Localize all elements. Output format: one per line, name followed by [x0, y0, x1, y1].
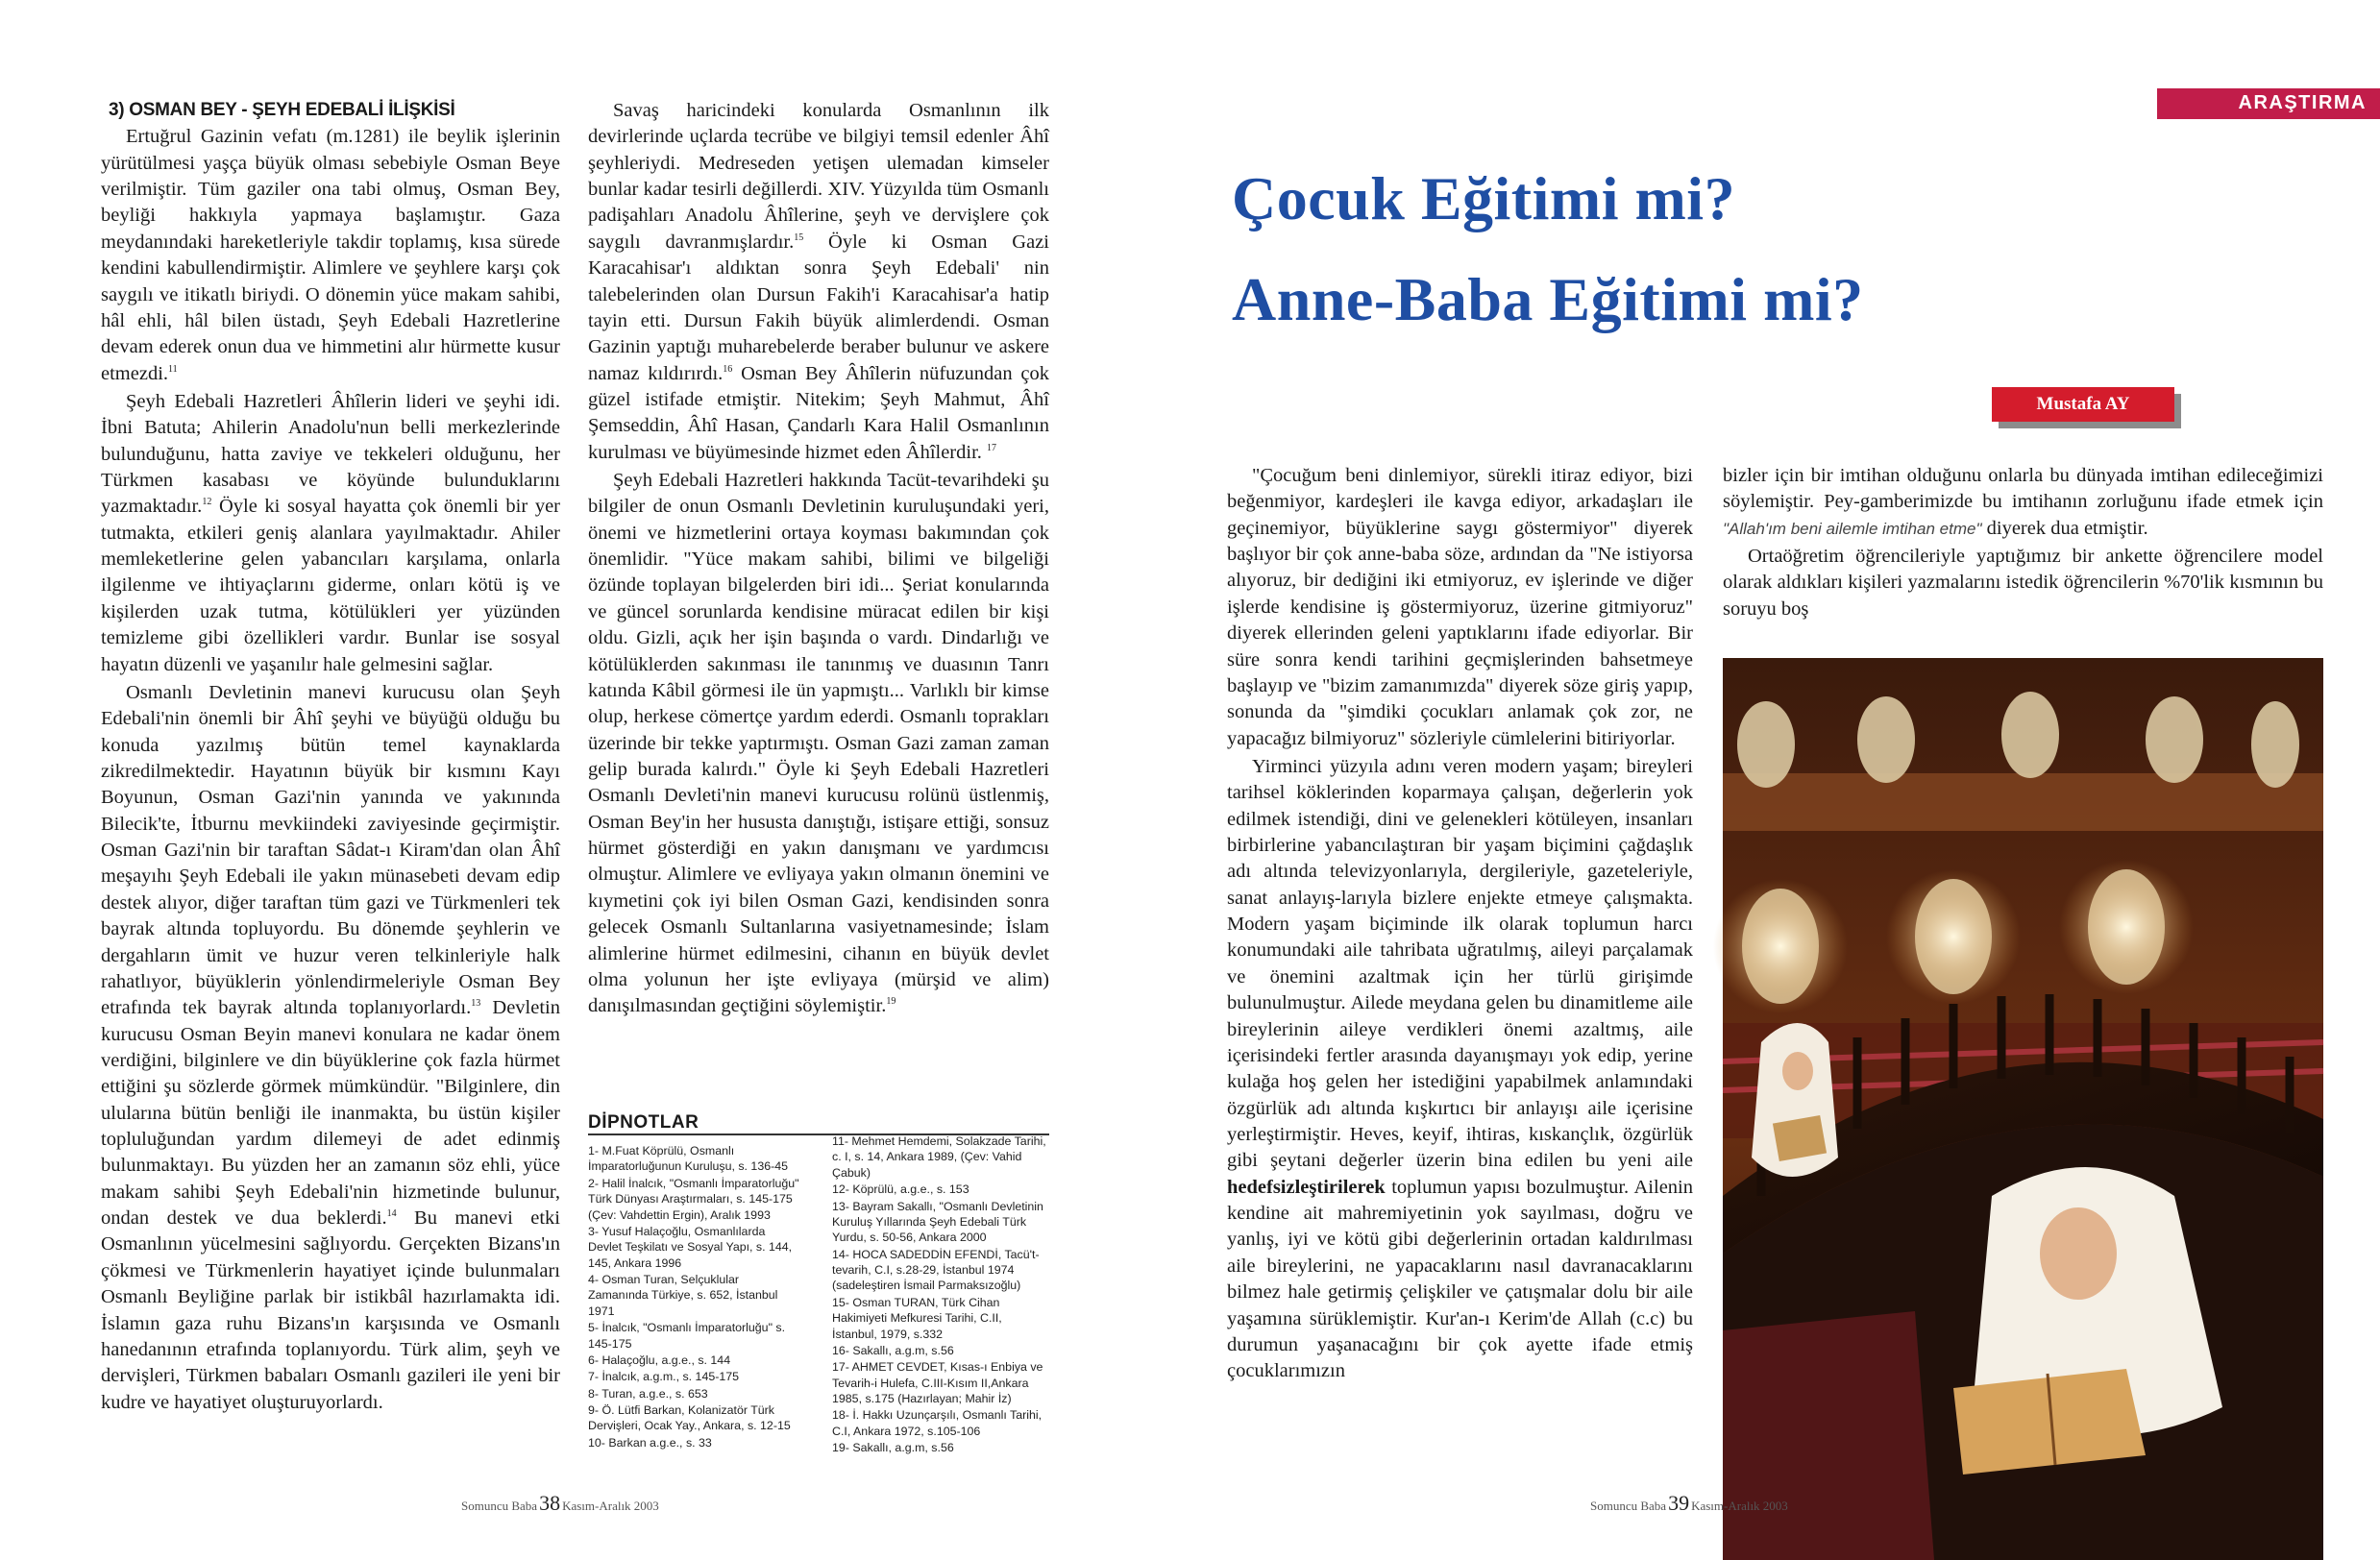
folio-issue: Kasım-Aralık 2003	[1691, 1499, 1788, 1513]
paragraph: Osmanlı Devletinin manevi kurucusu olan Şeyh Edebali'nin önemli bir Âhî şeyhi ve büyüğü olduğu bu konuda yazılmış bütün temel kaynaklarda zikredilmektedir. Hayatının büyük bir kısmını Kayı Boyunun, Osman Gazi'nin yanında ve yakınında Bilecik'te, İtburnu mevkiindeki zaviyesinde geçirmiştir. Osman Gazi'nin bir taraftan Sâdat-ı Kiram'dan olan Âhî meşayıhı Şeyh Edebali ile yakın münasebeti devam edip destek alıyor, diğer taraftan tüm gazi ve Türkmenleri tek bayrak altında topluyordu. Bu dönemde şeyhlerin ve dergahların ümit ve huzur veren telkinleriyle halk rahatlıyor, büyüklerin yönlendirmeleriyle Osman Bey etrafında tek bayrak altında toplanıyorlardı.$^{13}$ Devletin kurucusu Osman Beyin manevi konulara ne kadar önem verdiğini, bilginlere ve din büyüklerine çok fazla hürmet ettiğini şu sözlerde görmek mümkündür. "Bilginlere, din ulularına bütün benliği ile inanmakta, bu üstün kişiler topluluğundan yardım dilemeyi de adet edinmiş bulunmaktayı. Bu yüzden her an zamanın söz ehli, yüce makam sahibi Şeyh Edebali'nin hizmetinde bulunur, ondan destek ve dua beklerdi.$^{14}$ Bu manevi etki Osmanlının yücelmesini sağlıyordu. Gerçekten Bizans'ın çökmesi ve Türkmenlerin hayatiyet içinde bulunmaları Osmanlı Beyliğine parlak bir istikbâl hazırlamakta idi. İslamın gaza ruhu Bizans'ın karşısında ve Osmanlı hanedanının etrafında toplanıyordu. Türk alim, şeyh ve dervişleri, Türkmen babaları Osmanlı gazileri ile yeni bir kudre ve hayatiyet oluşturuyorlardı.	[101, 681, 560, 1413]
category-label	[2024, 88, 2380, 119]
paragraph: Şeyh Edebali Hazretleri hakkında Tacüt-tevarihdeki şu bilgiler de onun Osmanlı Devletinin kuruluşundaki yeri, önemi ve hizmetlerini ortaya koyması bakımından çok önemlidir. "Yüce makam sahibi, bilimi ve bilgeliği özünde toplayan bilgelerden biri idi... Şeriat konularında ve güncel sorunlarda kendisine müracat edilen bir kişi oldu. Gizli, açık her işin başında o vardı. Dindarlığı ve kötülüklerden sakınması ile tanınmış ve duasının Tanrı katında Kâbil görmesi ile ün yapmıştı... Varlıklı bir kimse olup, herkese cömertçe yardım ederdi. Osmanlı toprakları üzerinde bir tekke yaptırmıştı. Osman Gazi zaman zaman gelip burada kalırdı." Öyle ki Şeyh Edebali Hazretleri Osmanlı Devleti'nin manevi kurucusu rolünü üstlenmiş, Osman Bey'in her hususta danıştığı, istişare ettiği, sonsuz hürmet gösterdiği en yakın danışmanı ve yardımcısı olmuştur. Alimlere ve evliyaya yakın olmanın önemini ve kıymetini çok iyi bilen Osman Gazi, kendisinden sonra gelecek Osmanlı Sultanlarına vasiyetnamesinde; İslam alimlerine hürmet edilmesini, cihanın en büyük devlet olma yolunun her işte evliyaya (mürşid ve alim) danışılmasından geçtiğini söylemiştir.$^{19}$	[588, 470, 1049, 1017]
footnote-item: 18- İ. Hakkı Uzunçarşılı, Osmanlı Tarihi, C.I, Ankara 1972, s.105-106	[832, 1408, 1043, 1438]
footnotes-title: DİPNOTLAR	[588, 1112, 699, 1133]
right-page	[1163, 0, 2367, 1560]
footnote-item: 14- HOCA SADEDDİN EFENDİ, Tacü't-tevarih, C.I, s.28-29, İstanbul 1974 (sadeleştiren İsmail Parmaksızoğlu)	[832, 1247, 1040, 1293]
footnote-item: 1- M.Fuat Köprülü, Osmanlı İmparatorluğunun Kuruluşu, s. 136-45	[588, 1144, 789, 1174]
paragraph: bizler için bir imtihan olduğunu onlarla bu dünyada imtihan edileceğimizi söylemiştir. Pey-gamberimizde bu imtihanın zorluğunu ifade etmek için "Allah'ım beni ailemle imtihan etme" diyerek dua etmiştir.	[1723, 465, 2323, 539]
page-folio-left	[461, 1491, 659, 1516]
paragraph: Savaş haricindeki konularda Osmanlının ilk devirlerinde uçlarda tecrübe ve bilgiyi temsil edenler Âhî şeyhleriydi. Medreseden yetişen ulemadan kimseler bunlar kadar tesirli değillerdi. XIV. Yüzyılda tüm Osmanlı padişahları Anadolu Âhîlerine, şeyh ve dervişlere çok saygılı davranmışlardır.$^{15}$ Öyle ki Osman Gazi Karacahisar'ı aldıktan sonra Şeyh Edebali' nin talebelerinden olan Dursun Fakih'i Karacahisar'a hatip tayin etti. Dursun Fakih büyük alimlerdendi. Osman Gazinin yaptığı muharebelerde beraber bulunur ve askere namaz kıldırırdı.$^{16}$ Osman Bey Âhîlerin nüfuzundan çok güzel istifade etmiştir. Nitekim; Şeyh Mahmut, Âhî Şemseddin, Âhî Hasan, Çandarlı Kara Halil Osmanlının kurulması ve büyümesinde hizmet eden Âhîlerdir. $^{17}$	[588, 100, 1050, 463]
folio-magazine: Somuncu Baba	[1590, 1499, 1667, 1513]
article-title-line-1: Çocuk Eğitimi mi?	[1232, 164, 1736, 232]
folio-issue: Kasım-Aralık 2003	[562, 1499, 659, 1513]
paragraph: Ortaöğretim öğrencileriyle yaptığımız bir ankette öğrencilere model olarak aldıkları kişileri yazmalarını istedik öğrencilerin %70'lik kısmının bu soruyu boş	[1723, 546, 2323, 620]
right-column-1	[1227, 463, 1693, 1385]
paragraph: Ertuğrul Gazinin vefatı (m.1281) ile beylik işlerinin yürütülmesi yaşça büyük olması sebebiyle Osman Beye verilmiştir. Tüm gaziler ona tabi olmuş, Osman Bey, beyliği hakkıyla yapmaya başlamıştır. Gaza meydanındaki hareketleriyle takdir toplamış, kısa sürede kendini kabullendirmiştir. Alimlere ve şeyhlere karşı çok saygılı ve itikatlı biriydi. O dönemin yüce makam sahibi, hâl ehli, hâl bilen üstadı, Şeyh Edebali Hazretlerine devam ederek onun dua ve himmetini alır hürmette kusur etmezdi.$^{11}$	[101, 126, 560, 384]
folio-page-number: 39	[1668, 1491, 1690, 1515]
category-band: ARAŞTIRMA	[2157, 88, 2380, 119]
paragraph: Yirminci yüzyıla adını veren modern yaşam; bireyleri tarihsel köklerinden koparmaya çalışan, değerlerin yok edilmek istendiği, dini ve gelenekleri kötüleyen, insanları birbirlerine yabancılaştıran bir yaşam biçimini çağdaşlık adı altında televizyonlarıyla, dergileriyle, gazeteleriyle, sanat anlayış-larıyla bizlere enjekte etmeye çalışmakta. Modern yaşam biçiminde ilk olarak toplumun harcı konumundaki aile tahribata uğratılmış, aileyi parçalamak ve önemini azaltmak için her türlü girişimde bulunulmuştur. Ailede meydana gelen bu dinamitleme aile bireylerinin aileye verdikleri önemi azaltmış, aile içerisindeki fertler arasında dayanışmayı yok edip, yerine kulağa hoş gelen her istediğini yapabilmek anlamındaki özgürlük adı altında kışkırtıcı bir anlayışı aile içerisine yerleştirmiştir. Heves, keyif, ihtiras, kıskançlık, özgürlük gibi şeytani değerler üzerin bina edilen bu yeni aile hedefsizleştirilerek toplumun yapısı bozulmuştur. Ailenin kendine ait mahremiyetinin yok sayılması, doğru ve yanlış, iyi ve kötü gibi değerlerinin ortadan kaldırılması aile bireylerini, ne yapacaklarını nasıl davranacaklarını bilmez hale getirmiş çelişkiler ve çatışmalar dolu bir aile yaşamına sürüklemiştir. Kur'an-ı Kerim'de Allah (c.c) bu durumun yaşanacağını bir çok ayette ifade etmiş çocuklarımızın	[1227, 755, 1693, 1382]
footnote-item: 5- İnalcık, "Osmanlı İmparatorluğu" s. 145-175	[588, 1321, 786, 1351]
footnotes-header	[588, 1112, 1049, 1135]
footnote-item: 9- Ö. Lütfi Barkan, Kolanizatör Türk Dervişleri, Ocak Yay., Ankara, s. 12-15	[588, 1403, 791, 1433]
footnote-item: 13- Bayram Sakallı, "Osmanlı Devletinin Kuruluş Yıllarında Şeyh Edebali Türk Yurdu, s. 50-56, Ankara 2000	[832, 1199, 1043, 1245]
footnote-item: 4- Osman Turan, Selçuklular Zamanında Türkiye, s. 652, İstanbul 1971	[588, 1273, 778, 1318]
footnote-item: 17- AHMET CEVDET, Kısas-ı Enbiya ve Tevarih-i Hulefa, C.III-Kısım II,Ankara 1985, s.175 (Hazırlayan; Mahir İz)	[832, 1360, 1043, 1405]
footnote-item: 12- Köprülü, a.g.e., s. 153	[832, 1182, 969, 1197]
mosque-reading-illustration	[1723, 658, 2323, 1560]
footnote-item: 2- Halil İnalcık, "Osmanlı İmparatorluğu" Türk Dünyası Araştırmaları, s. 145-175 (Çev: Vahdettin Ergin), Aralık 1993	[588, 1176, 799, 1222]
left-column-1	[101, 98, 560, 1416]
paragraph: "Çocuğum beni dinlemiyor, sürekli itiraz ediyor, bizi beğenmiyor, kardeşleri ile kavga ediyor, arkadaşları ile geçinemiyor, büyüklerine saygı göstermiyor" diyerek başlıyor bir çok anne-baba söze, ardından da "Ne istiyorsa alıyoruz, bir dediğini iki etmiyoruz, ev işlerinde ve diğer işlerde kendisine iş göstermiyoruz, üzerine gitmiyoruz" diyerek ellerinden geleni yaptıklarını ifade ediyorlar. Bir süre sonra kendi tarihini geçmişlerinden bahsetmeye başlayıp ve "bizim zamanımızda" diyerek söze giriş yapıp, sonunda da "şimdiki çocukları anlamak çok zor, ne yapacağız bilmiyoruz" sözleriyle cümlelerini bitiriyorlar.	[1227, 465, 1693, 749]
paragraph: Şeyh Edebali Hazretleri Âhîlerin lideri ve şeyhi idi. İbni Batuta; Ahilerin Anadolu'nun belli merkezlerinde bulunduğunu, hatta zaviye ve tekkeleri olduğunu, her Türkmen kasabası ve köyünde bulunduklarını yazmaktadır.$^{12}$ Öyle ki sosyal hayatta çok önemli bir yer tutmakta, etkileri geniş alanlara yayılmaktadır. Ahiler memleketlerine gelen yabancıları karşılama, onlarla ilgilenme ve ihtiyaçlarını giderme, onları kötü iş ve kişilerden uzak tutma, kötülükleri yer yüzünden temizleme gibi özellikleri vardır. Bunlar ise sosyal hayatın düzenli ve yaşanılır hale gelmesini sağlar.	[101, 390, 560, 675]
footnote-item: 10- Barkan a.g.e., s. 33	[588, 1435, 712, 1450]
folio-page-number: 38	[539, 1491, 561, 1515]
footnotes-column-left	[588, 1143, 801, 1451]
footnote-item: 11- Mehmet Hemdemi, Solakzade Tarihi, c. I, s. 14, Ankara 1989, (Çev: Vahid Çabuk)	[832, 1134, 1046, 1180]
left-column-2	[588, 98, 1049, 1020]
author-label: Mustafa AY	[1992, 387, 2174, 422]
footnote-item: 15- Osman TURAN, Türk Cihan Hakimiyeti Mefkuresi Tarihi, C.II, İstanbul, 1979, s.332	[832, 1295, 1002, 1341]
folio-magazine: Somuncu Baba	[461, 1499, 538, 1513]
article-title-line-2: Anne-Baba Eğitimi mi?	[1232, 265, 1864, 333]
footnote-item: 19- Sakallı, a.g.m, s.56	[832, 1441, 954, 1455]
footnotes-column-right	[832, 1133, 1047, 1457]
page-folio-right	[1590, 1491, 1788, 1516]
footnote-item: 8- Turan, a.g.e., s. 653	[588, 1386, 708, 1401]
section-heading: 3) OSMAN BEY - ŞEYH EDEBALİ İLİŞKİSİ	[109, 100, 455, 120]
footnote-item: 7- İnalcık, a.g.m., s. 145-175	[588, 1370, 740, 1384]
left-page	[0, 0, 1163, 1560]
right-column-2	[1723, 463, 2323, 622]
article-photo	[1723, 658, 2323, 1560]
footnote-item: 3- Yusuf Halaçoğlu, Osmanlılarda Devlet Teşkilatı ve Sosyal Yapı, s. 144, 145, Ankara 1996	[588, 1224, 793, 1270]
footnote-item: 16- Sakallı, a.g.m, s.56	[832, 1343, 954, 1357]
footnote-item: 6- Halaçoğlu, a.g.e., s. 144	[588, 1353, 731, 1367]
